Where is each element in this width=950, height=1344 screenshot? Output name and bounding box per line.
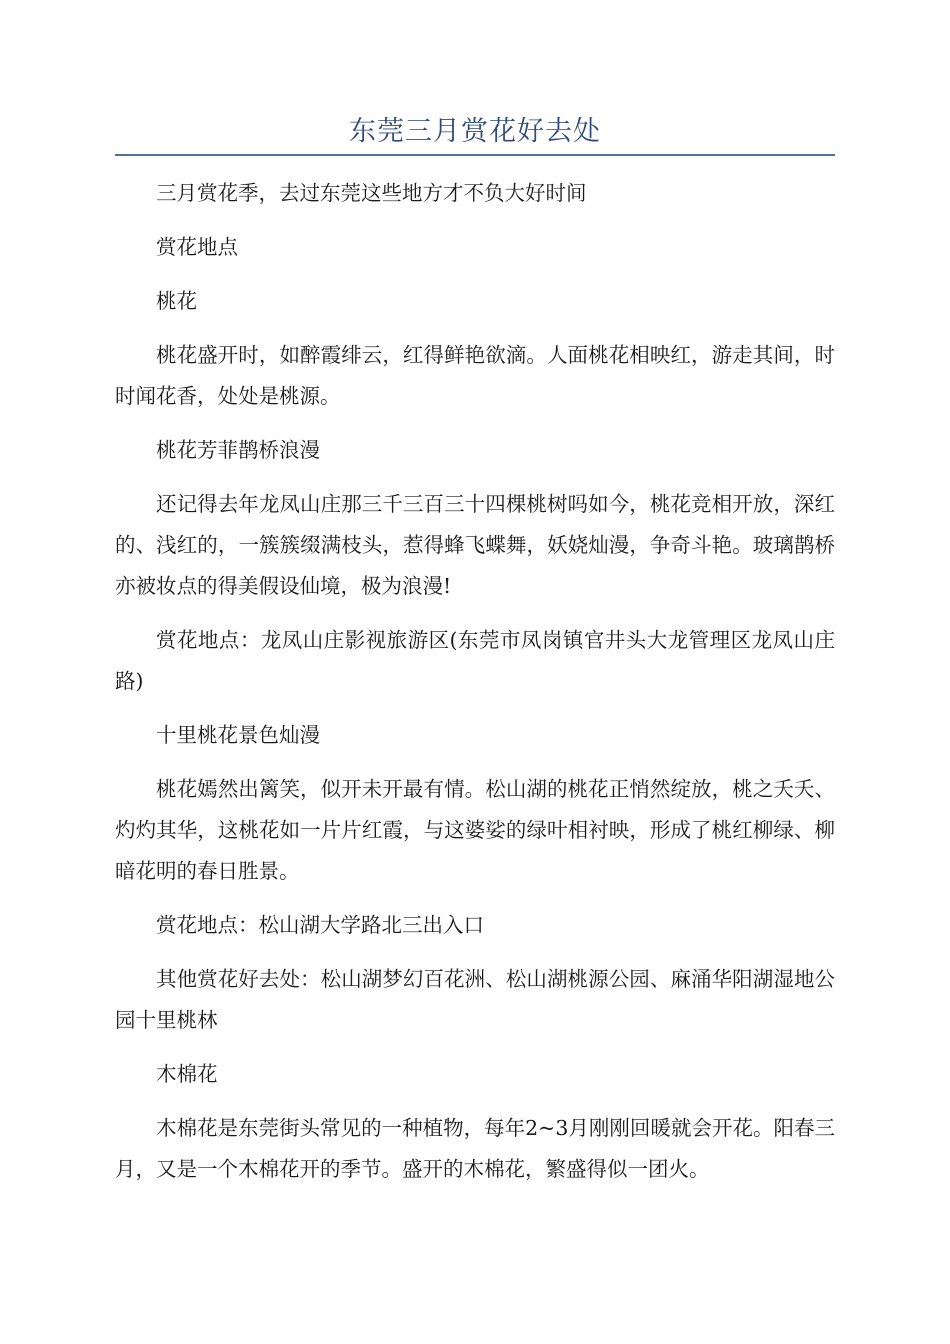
paragraph-intro: 三月赏花季，去过东莞这些地方才不负大好时间 [156,181,587,205]
heading-ten-mile-peach: 十里桃花景色灿漫 [156,723,320,747]
paragraph-location-songshan: 赏花地点：松山湖大学路北三出入口 [156,913,484,937]
paragraph-other-locations: 其他赏花好去处：松山湖梦幻百花洲、松山湖桃源公园、麻涌华阳湖湿地公园十里桃林 [115,967,835,1032]
paragraph-location-longfeng: 赏花地点：龙凤山庄影视旅游区(东莞市凤岗镇官井头大龙管理区龙凤山庄路) [115,628,835,693]
paragraph-longfeng-villa: 还记得去年龙凤山庄那三千三百三十四棵桃树吗如今，桃花竞相开放，深红的、浅红的，一簇簇缀满枝头，惹得蜂飞蝶舞，妖娆灿漫，争奇斗艳。玻璃鹊桥亦被妆点的得美假设仙境，极为浪漫! [115,492,835,598]
heading-magpie-bridge: 桃花芳菲鹊桥浪漫 [156,438,320,462]
paragraph-kapok-description: 木棉花是东莞街头常见的一种植物，每年2~3月刚刚回暖就会开花。阳春三月，又是一个木棉花开的季节。盛开的木棉花，繁盛得似一团火。 [115,1116,835,1181]
page-title: 东莞三月赏花好去处 [349,116,601,147]
title-underline [115,154,835,156]
heading-viewing-locations: 赏花地点 [156,235,238,259]
heading-peach-blossom: 桃花 [156,289,197,313]
paragraph-peach-description: 桃花盛开时，如醉霞绯云，红得鲜艳欲滴。人面桃花相映红，游走其间，时时闻花香，处处是桃源。 [115,343,835,408]
heading-kapok-flower: 木棉花 [156,1062,218,1086]
paragraph-songshan-lake: 桃花嫣然出篱笑，似开未开最有情。松山湖的桃花正悄然绽放，桃之夭夭、灼灼其华，这桃花如一片片红霞，与这婆娑的绿叶相衬映，形成了桃红柳绿、柳暗花明的春日胜景。 [115,777,835,883]
document-body [115,173,835,1203]
